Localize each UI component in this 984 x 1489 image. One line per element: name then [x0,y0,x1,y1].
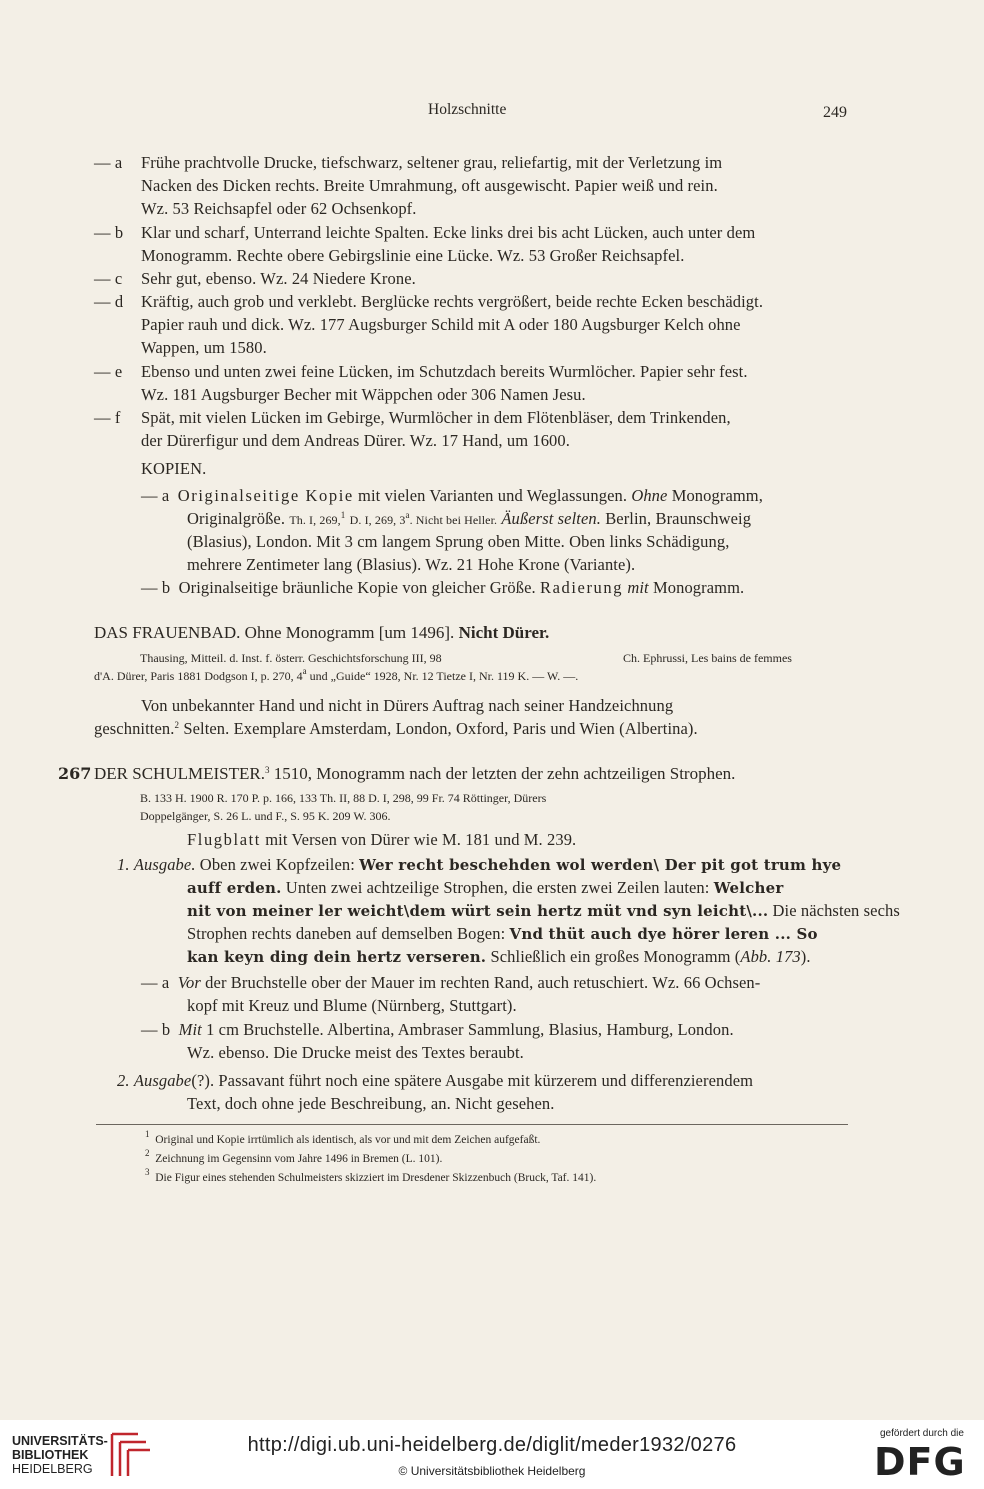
schulmeister-ref-1: B. 133 H. 1900 R. 170 P. p. 166, 133 Th. II, 88 D. I, 298, 99 Fr. 74 Röttinger, Dürers [140,791,547,805]
ausgabe-1-line-5: kan keyn ding dein hertz verseren. Schließlich ein großes Monogramm (Abb. 173). [187,947,811,966]
state-marker: — a [94,153,123,172]
running-header: Holzschnitte [428,101,507,118]
variant-b-line-1: — b Mit 1 cm Bruchstelle. Albertina, Ambraser Sammlung, Blasius, Hamburg, London. [141,1020,734,1039]
frauenbad-body-1: Von unbekannter Hand und nicht in Dürers Auftrag nach seiner Handzeichnung [141,696,674,715]
state-marker: — e [94,362,123,381]
library-name: UNIVERSITÄTS- BIBLIOTHEK HEIDELBERG [12,1434,108,1476]
footnote: $^2$ Zeichnung im Gegensinn vom Jahre 1496 in Bremen (L. 101). [145,1148,443,1165]
schulmeister-heading: DER SCHULMEISTER.$^3$ 1510, Monogramm nach der letzten der zehn achtzeiligen Strophen. [94,764,736,783]
schulmeister-ref-2: Doppelgänger, S. 26 L. und F., S. 95 K. 209 W. 306. [140,809,391,823]
funding-note: gefördert durch die [880,1428,964,1439]
variant-a-line-2: kopf mit Kreuz und Blume (Nürnberg, Stuttgart). [187,996,517,1015]
state-line: Papier rauh und dick. Wz. 177 Augsburger Schild mit A oder 180 Augsburger Kelch ohne [141,315,741,334]
kopie-a-line-2: Originalgröße. Th. I, 269,$^1$ D. I, 269, 3$^a$. Nicht bei Heller. Äußerst selten. Berlin, Braunschweig [187,509,752,528]
kopie-b-line: — b Originalseitige bräunliche Kopie von gleicher Größe. Radierung mit Monogramm. [141,578,745,597]
state-marker: — b [94,223,124,242]
ausgabe-1-line-2: auff erden. Unten zwei achtzeilige Strophen, die ersten zwei Zeilen lauten: Welcher [187,878,784,897]
footnote: $^1$ Original und Kopie irrtümlich als identisch, als vor und mit dem Zeichen aufgefaßt. [145,1129,541,1146]
state-line: Ebenso und unten zwei feine Lücken, im Schutzdach bereits Wurmlöcher. Papier sehr fest. [141,362,748,381]
footnote: $^3$ Die Figur eines stehenden Schulmeisters skizziert im Dresdener Skizzenbuch (Bruck, Taf. 141). [145,1167,597,1184]
state-marker: — f [94,408,121,427]
variant-b-line-2: Wz. ebenso. Die Drucke meist des Textes beraubt. [187,1043,524,1062]
footnote-rule [96,1124,848,1125]
ausgabe-1-line-1: 1. Ausgabe. Oben zwei Kopfzeilen: Wer recht beschehden wol werden\ Der pit got trum hye [117,855,842,874]
ausgabe-2-line-1: 2. Ausgabe(?). Passavant führt noch eine spätere Ausgabe mit kürzerem und differenzierendem [117,1071,754,1090]
frauenbad-ref-right: Ch. Ephrussi, Les bains de femmes [623,651,792,665]
state-line: Nacken des Dicken rechts. Breite Umrahmung, oft ausgewischt. Papier weiß und rein. [141,176,718,195]
state-line: Wz. 181 Augsburger Becher mit Wäppchen oder 306 Namen Jesu. [141,385,586,404]
frauenbad-ref-left: Thausing, Mitteil. d. Inst. f. österr. Geschichtsforschung III, 98 [140,651,442,665]
ausgabe-1-line-4: Strophen rechts daneben auf demselben Bogen: Vnd thüt auch dye hörer leren ... So [187,924,818,943]
dfg-logo: DFG [874,1440,966,1484]
state-line: Kräftig, auch grob und verklebt. Berglücke rechts vergrößert, beide rechte Ecken beschädigt. [141,292,764,311]
kopie-a-line-3: (Blasius), London. Mit 3 cm langem Sprung oben Mitte. Oben links Schädigung, [187,532,730,551]
variant-a-line-1: — a Vor der Bruchstelle ober der Mauer im rechten Rand, auch retuschiert. Wz. 66 Ochsen- [141,973,761,992]
state-line: Monogramm. Rechte obere Gebirgslinie eine Lücke. Wz. 53 Großer Reichsapfel. [141,246,685,265]
frauenbad-body-2: geschnitten.$^2$ Selten. Exemplare Amsterdam, London, Oxford, Paris und Wien (Albertina). [94,719,698,738]
ausgabe-1-line-3: nit von meiner ler weicht\dem würt sein hertz müt vnd syn leicht\... Die nächsten sechs [187,901,900,920]
state-line: der Dürerfigur und dem Andreas Dürer. Wz. 17 Hand, um 1600. [141,431,570,450]
state-line: Sehr gut, ebenso. Wz. 24 Niedere Krone. [141,269,416,288]
state-line: Wz. 53 Reichsapfel oder 62 Ochsenkopf. [141,199,417,218]
state-line: Klar und scharf, Unterrand leichte Spalten. Ecke links drei bis acht Lücken, auch unter dem [141,223,756,242]
kopie-a-line-4: mehrere Zentimeter lang (Blasius). Wz. 21 Hohe Krone (Variante). [187,555,636,574]
ausgabe-2-line-2: Text, doch ohne jede Beschreibung, an. Nicht gesehen. [187,1094,555,1113]
frauenbad-heading: DAS FRAUENBAD. Ohne Monogramm [um 1496]. Nicht Dürer. [94,623,550,642]
page-number: 249 [823,104,847,121]
state-marker: — c [94,269,123,288]
kopien-heading: KOPIEN. [141,459,207,478]
viewer-footer [0,1420,984,1489]
flugblatt-line: Flugblatt mit Versen von Dürer wie M. 181 und M. 239. [187,830,577,849]
catalogue-number: 267 [58,764,92,783]
state-line: Spät, mit vielen Lücken im Gebirge, Wurmlöcher in dem Flötenbläser, dem Trinkenden, [141,408,731,427]
copyright-notice: © Universitätsbibliothek Heidelberg [398,1464,586,1478]
permalink-url[interactable]: http://digi.ub.uni-heidelberg.de/diglit/meder1932/0276 [247,1434,737,1456]
frauenbad-ref-line-2: d'A. Dürer, Paris 1881 Dodgson I, p. 270, 4$^a$ und „Guide“ 1928, Nr. 12 Tietze I, Nr. 119 K. — W. —. [94,666,579,683]
state-line: Wappen, um 1580. [141,338,267,357]
kopie-a-line-1: — a Originalseitige Kopie mit vielen Varianten und Weglassungen. Ohne Monogramm, [141,486,763,505]
state-marker: — d [94,292,124,311]
state-line: Frühe prachtvolle Drucke, tiefschwarz, seltener grau, reliefartig, mit der Verletzung im [141,153,723,172]
